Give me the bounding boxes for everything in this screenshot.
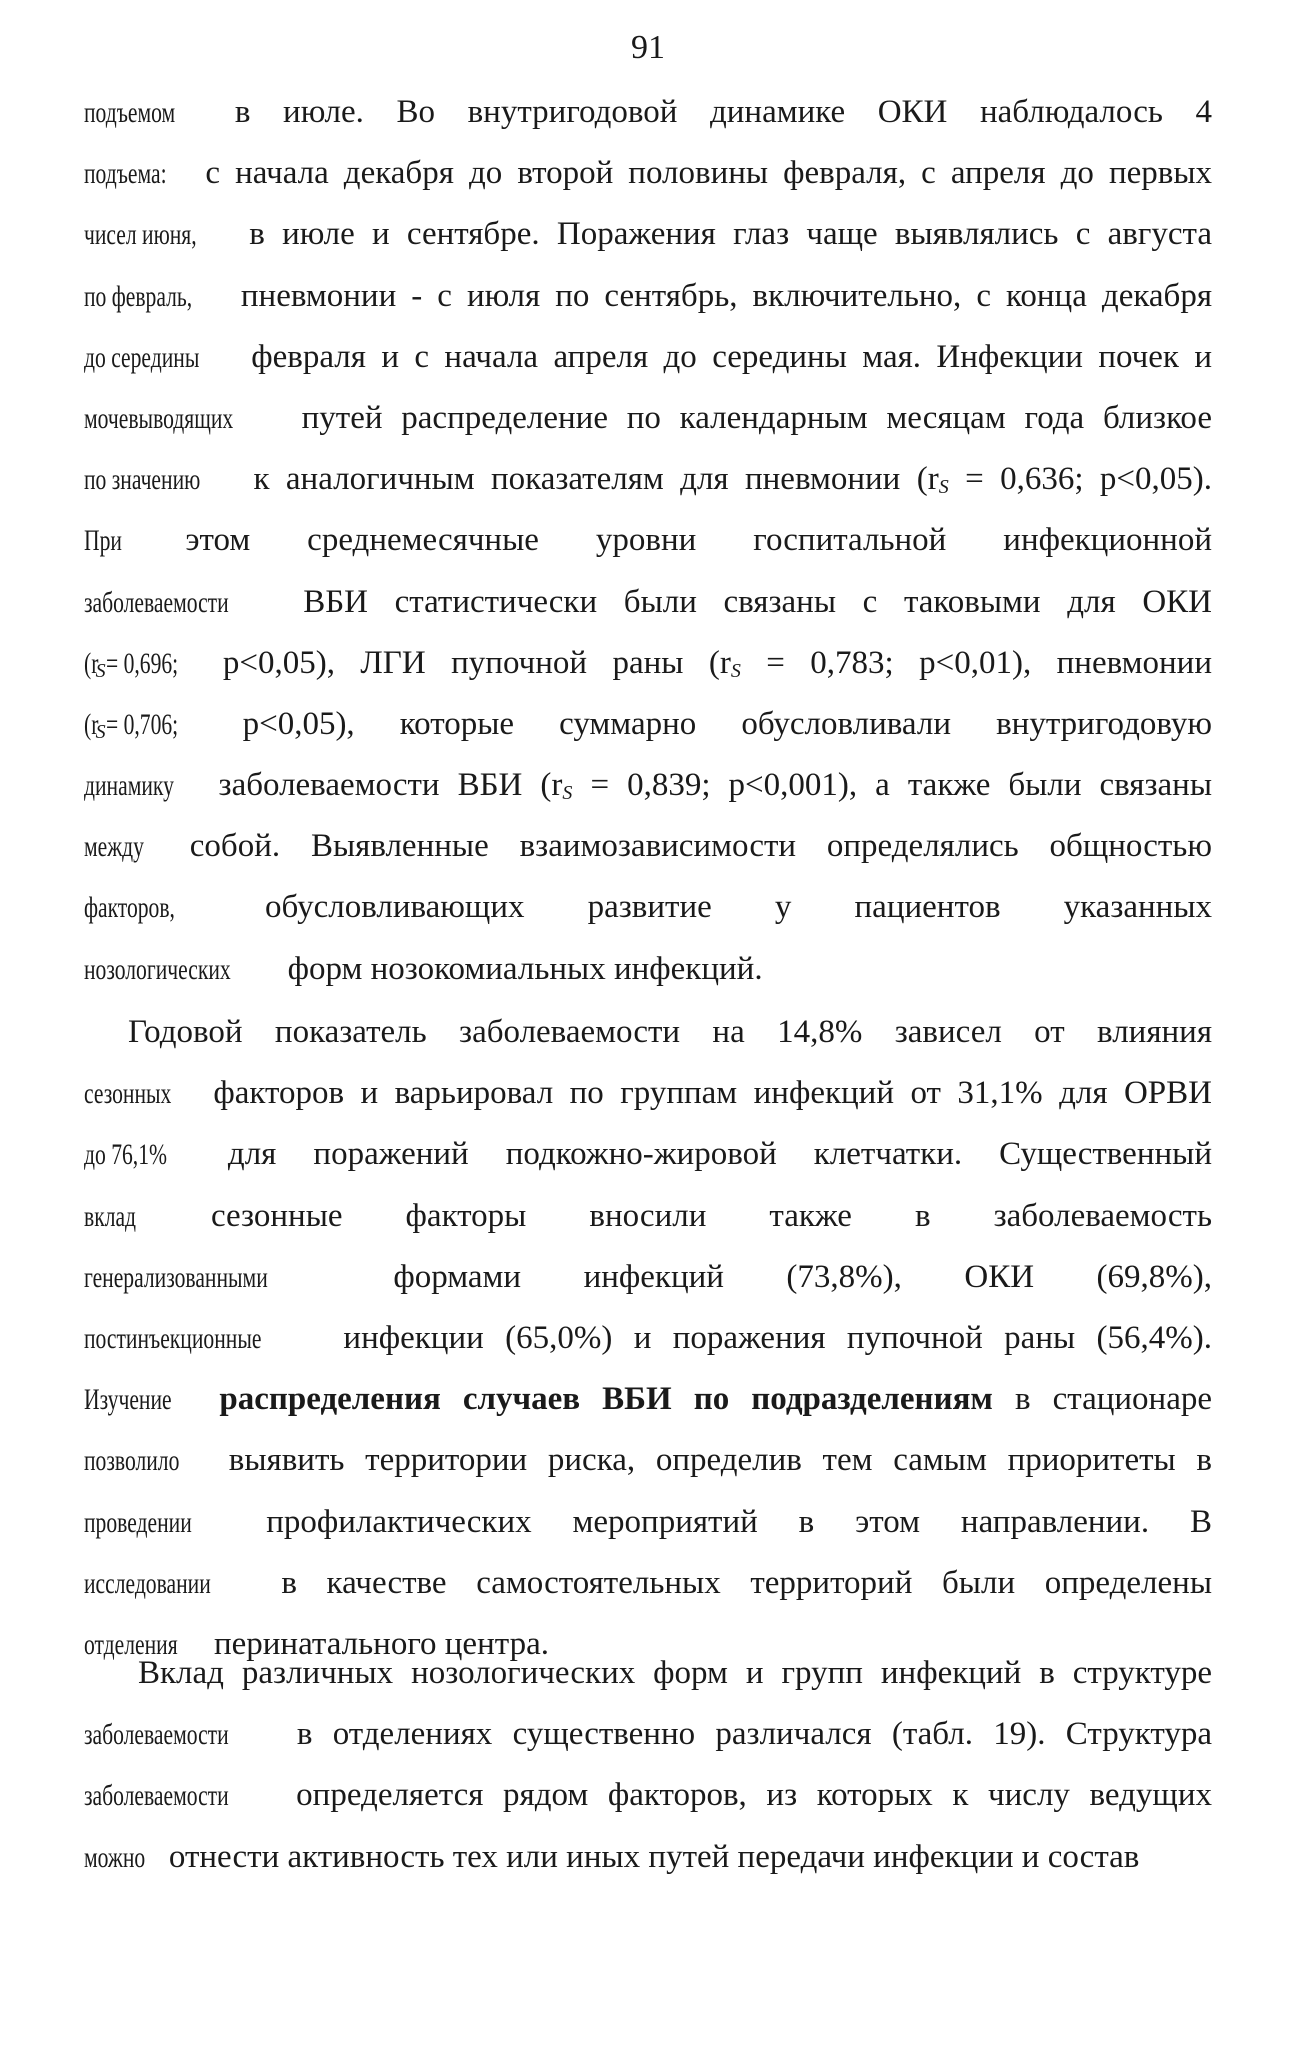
line-text: для поражений подкожно-жировой клетчатки. Существенный: [190, 1136, 1212, 1173]
line-lead-text: заболеваемости: [84, 585, 229, 619]
line-text: этом среднемесячные уровни госпитальной инфекционной: [128, 522, 1212, 559]
line-text: в июле. Во внутригодовой динамике ОКИ наблюдалось 4: [202, 94, 1212, 130]
text-line: [84, 633, 1212, 694]
line-lead-text: факторов,: [84, 891, 175, 925]
line-lead-text: = 0,706;: [105, 707, 178, 741]
line-lead-text: до середины: [84, 340, 200, 374]
line-lead-text: отделения: [84, 1627, 178, 1661]
line-lead-text: чисел июня,: [84, 218, 197, 252]
line-text: собой. Выявленные взаимозависимости определялись общностью: [158, 828, 1212, 865]
line-text: заболеваемости ВБИ (r: [200, 767, 563, 804]
text-line: [84, 388, 1212, 449]
text-line: [84, 755, 1212, 816]
line-lead-text: до 76,1%: [84, 1138, 167, 1172]
subscript: S: [95, 659, 106, 682]
line-lead-text: (r: [84, 646, 99, 680]
line-text: p<0,05), ЛГИ пупочной раны (r: [197, 644, 731, 681]
subscript: S: [562, 782, 573, 805]
line-lead-text: по февраль,: [84, 279, 193, 313]
subscript: S: [730, 659, 741, 682]
text-line: [84, 266, 1212, 327]
line-text: к аналогичным показателям для пневмонии (r: [237, 461, 939, 498]
line-lead-text: исследовании: [84, 1566, 211, 1600]
text-line: [84, 449, 1212, 510]
line-lead-text: При: [84, 524, 122, 558]
line-lead-text: подъема:: [84, 157, 167, 191]
text-line: [84, 327, 1212, 388]
line-text: февраля и с начала апреля до середины мая. Инфекции почек и: [235, 338, 1212, 375]
line-text: = 0,783; p<0,01), пневмонии: [740, 644, 1213, 681]
line-text: с начала декабря до второй половины февраля, с апреля до первых: [190, 155, 1212, 192]
line-lead-text: постинъекционные: [84, 1321, 262, 1355]
line-text: обусловливающих развитие у пациентов указанных: [201, 889, 1212, 926]
text-line: [84, 877, 1212, 938]
text-line: [84, 1124, 1212, 1185]
line-lead-text: Изучение: [84, 1383, 172, 1417]
line-text: Годовой показатель заболеваемости на 14,8% зависел от влияния: [128, 1014, 1212, 1050]
text-line: [84, 204, 1212, 265]
text-line: [84, 1063, 1212, 1124]
line-text: пневмонии - с июля по сентябрь, включительно, с конца декабря: [225, 277, 1212, 314]
text-line: [84, 1002, 1212, 1063]
line-text: = 0,636; p<0,05).: [948, 461, 1212, 498]
line-text: формами инфекций (73,8%), ОКИ (69,8%),: [330, 1258, 1212, 1295]
line-text: инфекции (65,0%) и поражения пупочной раны (56,4%).: [322, 1319, 1212, 1356]
text-line: [84, 1247, 1212, 1308]
line-lead-text: вклад: [84, 1199, 137, 1233]
text-line: [84, 1308, 1212, 1369]
line-text: Вклад различных нозологических форм и групп инфекций в структуре: [138, 1655, 1212, 1691]
text-line: [84, 816, 1212, 877]
line-lead-text: заболеваемости: [84, 1718, 229, 1752]
text-line: [84, 1643, 1212, 1704]
paragraph-1: [84, 82, 1212, 1000]
text-line: [84, 510, 1212, 571]
line-lead-text: динамику: [84, 769, 174, 803]
text-line: [84, 1704, 1212, 1765]
line-text: профилактических мероприятий в этом направлении. В: [225, 1503, 1212, 1540]
text-line: [84, 694, 1212, 755]
bold-phrase: распределения случаев ВБИ по подразделениям: [197, 1381, 993, 1418]
line-lead-text: = 0,696;: [105, 646, 178, 680]
line-lead-text: между: [84, 830, 144, 864]
line-text: сезонные факторы вносили также в заболеваемость: [147, 1197, 1212, 1234]
line-text: в стационаре: [992, 1381, 1212, 1418]
page-number: 91: [631, 29, 665, 66]
paragraph-2: [84, 1002, 1212, 1675]
text-line: [84, 1765, 1212, 1826]
line-text: определяется рядом факторов, из которых к числу ведущих: [276, 1777, 1212, 1814]
line-text: в качестве самостоятельных территорий были определены: [251, 1564, 1212, 1601]
line-text: факторов и варьировал по группам инфекций от 31,1% для ОРВИ: [196, 1075, 1212, 1112]
line-text: выявить территории риска, определив тем самым приоритеты в: [208, 1442, 1212, 1479]
subscript: S: [95, 720, 106, 743]
line-lead-text: генерализованными: [84, 1260, 268, 1294]
text-line: [84, 1430, 1212, 1491]
text-line: [84, 143, 1212, 204]
line-lead-text: можно: [84, 1840, 146, 1874]
line-text: ВБИ статистически были связаны с таковыми для ОКИ: [276, 583, 1212, 620]
line-text: форм нозокомиальных инфекций.: [279, 950, 763, 987]
text-line: [84, 1827, 1212, 1888]
paragraph-3: [84, 1643, 1212, 1888]
text-line: [84, 1492, 1212, 1553]
text-line: [84, 1553, 1212, 1614]
line-lead-text: мочевыводящих: [84, 401, 234, 435]
text-line: [84, 82, 1212, 143]
text-line: [84, 572, 1212, 633]
line-text: в июле и сентябре. Поражения глаз чаще выявлялись с августа: [232, 216, 1212, 253]
line-lead-text: по значению: [84, 463, 201, 497]
line-text: p<0,05), которые суммарно обусловливали внутригодовую: [197, 705, 1212, 742]
line-lead-text: заболеваемости: [84, 1779, 229, 1813]
line-lead-text: позволило: [84, 1444, 180, 1478]
line-text: в отделениях существенно различался (табл. 19). Структура: [276, 1716, 1212, 1753]
line-lead-text: нозологических: [84, 952, 231, 986]
line-text: = 0,839; p<0,001), а также были связаны: [572, 767, 1213, 804]
line-lead-text: сезонных: [84, 1077, 172, 1111]
subscript: S: [938, 476, 949, 499]
line-lead-text: (r: [84, 707, 99, 741]
line-lead-text: проведении: [84, 1505, 192, 1539]
line-lead-text: подъемом: [84, 96, 176, 129]
text-line: [84, 1186, 1212, 1247]
text-line: [84, 939, 1212, 1000]
text-line: [84, 1369, 1212, 1430]
line-text: путей распределение по календарным месяцам года близкое: [282, 399, 1212, 436]
line-text: перинатального центра.: [205, 1625, 549, 1662]
line-text: отнести активность тех или иных путей передачи инфекции и состав: [160, 1838, 1140, 1875]
